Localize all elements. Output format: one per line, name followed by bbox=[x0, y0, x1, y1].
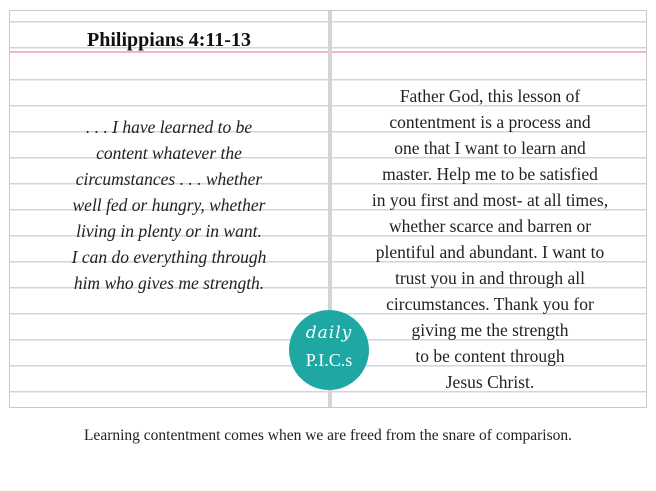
logo-script-text: daily bbox=[305, 323, 353, 343]
prayer-line: plentiful and abundant. I want to bbox=[375, 242, 605, 262]
prayer-line: contentment is a process and bbox=[389, 112, 591, 132]
verse-line: circumstances . . . whether bbox=[75, 169, 263, 189]
prayer-line: trust you in and through all bbox=[394, 268, 586, 288]
verse-line: I can do everything through bbox=[71, 247, 267, 267]
verse-line: living in plenty or in want. bbox=[76, 221, 262, 241]
prayer-line: one that I want to learn and bbox=[394, 138, 586, 158]
scripture-reference: Philippians 4:11-13 bbox=[87, 29, 251, 51]
prayer-line: giving me the strength bbox=[411, 320, 569, 340]
prayer-line: Father God, this lesson of bbox=[399, 86, 581, 106]
prayer-text bbox=[332, 83, 647, 395]
prayer-line: to be content through bbox=[415, 346, 565, 366]
verse-line: well fed or hungry, whether bbox=[72, 195, 266, 215]
notecard bbox=[9, 10, 647, 408]
prayer-line: master. Help me to be satisfied bbox=[382, 164, 598, 184]
verse-line: . . . I have learned to be bbox=[85, 117, 253, 137]
scripture-verse bbox=[10, 114, 328, 296]
prayer-line: Jesus Christ. bbox=[445, 372, 535, 392]
verse-line: him who gives me strength. bbox=[73, 273, 265, 293]
prayer-line: whether scarce and barren or bbox=[388, 216, 592, 236]
verse-line: content whatever the bbox=[96, 143, 242, 163]
prayer-line: circumstances. Thank you for bbox=[386, 294, 594, 314]
prayer-line: in you first and most- at all times, bbox=[371, 190, 609, 210]
daily-pics-logo bbox=[289, 310, 369, 390]
caption: Learning contentment comes when we are freed from the snare of comparison. bbox=[83, 427, 573, 444]
logo-text: P.I.C.s bbox=[305, 350, 353, 370]
